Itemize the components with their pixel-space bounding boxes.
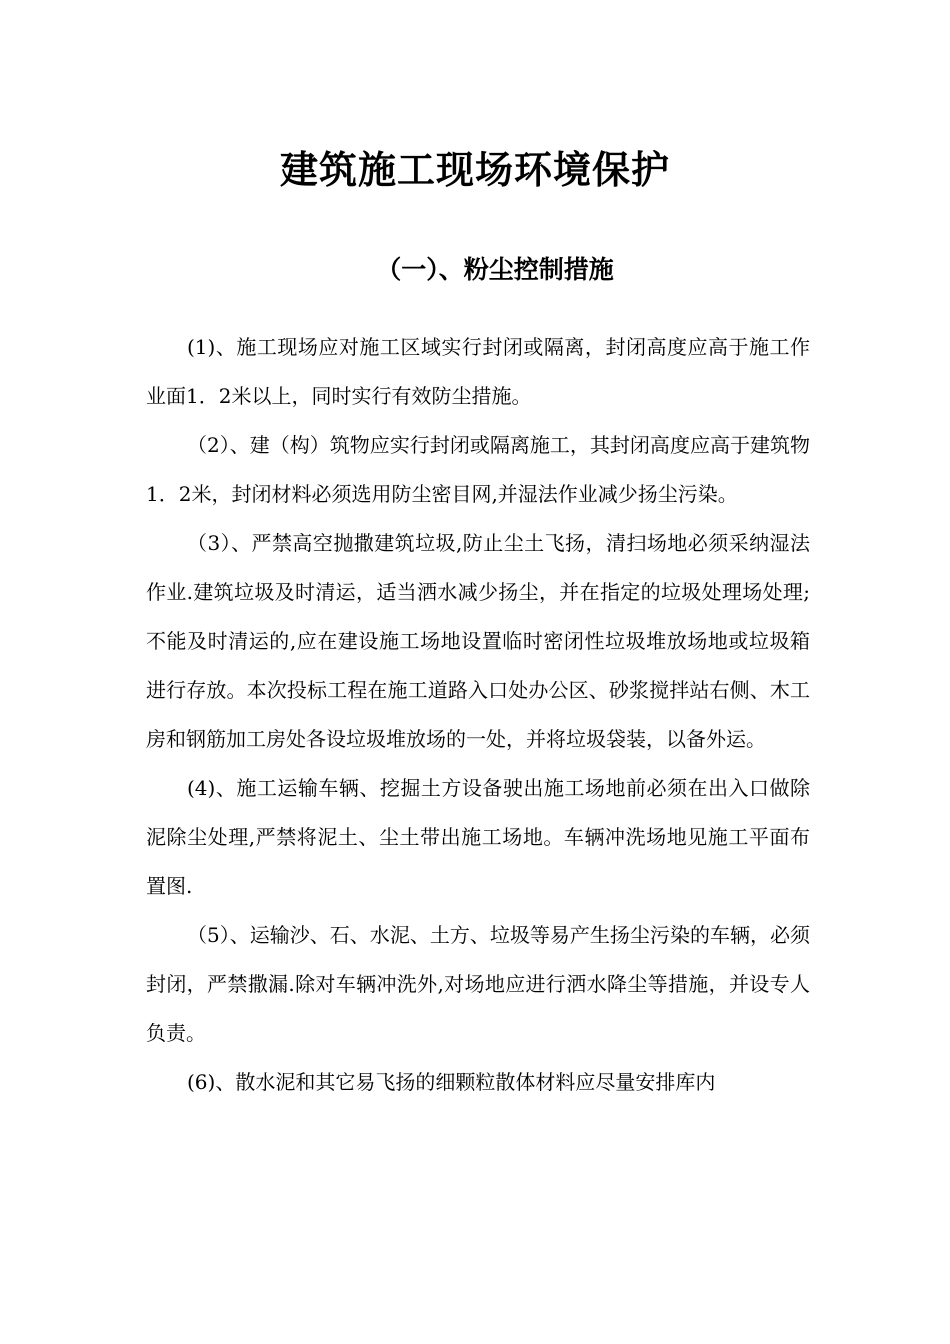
document-title: 建筑施工现场环境保护 xyxy=(279,148,670,192)
paragraph-5: （5）、运输沙、石、水泥、土方、垃圾等易产生扬尘污染的车辆，必须封闭，严禁撒漏.除对车辆冲洗外,对场地应进行洒水降尘等措施，并设专人负责。 xyxy=(146,923,810,1045)
paragraph-6: (6)、散水泥和其它易飞扬的细颗粒散体材料应尽量安排库内 xyxy=(187,1070,716,1094)
section-heading: （一）、粉尘控制措施 xyxy=(376,255,614,284)
body-text xyxy=(146,323,810,1107)
paragraph-4: (4)、施工运输车辆、挖掘土方设备驶出施工场地前必须在出入口做除泥除尘处理,严禁将泥土、尘土带出施工场地。车辆冲洗场地见施工平面布置图. xyxy=(146,776,810,898)
paragraph-3: （3）、严禁高空抛撒建筑垃圾,防止尘土飞扬，清扫场地必须采纳湿法作业.建筑垃圾及时清运，适当洒水减少扬尘，并在指定的垃圾处理场处理;不能及时清运的,应在建设施工场地设置临时密闭性垃圾堆放场地或垃圾箱进行存放。本次投标工程在施工道路入口处办公区、砂浆搅拌站右侧、木工房和钢筋加工房处各设垃圾堆放场的一处，并将垃圾袋装，以备外运。 xyxy=(146,531,810,751)
paragraph-2: （2）、建（构）筑物应实行封闭或隔离施工，其封闭高度应高于建筑物1．2米，封闭材料必须选用防尘密目网,并湿法作业减少扬尘污染。 xyxy=(146,433,810,506)
paragraph-1: (1)、施工现场应对施工区域实行封闭或隔离，封闭高度应高于施工作业面1．2米以上，同时实行有效防尘措施。 xyxy=(146,335,810,408)
